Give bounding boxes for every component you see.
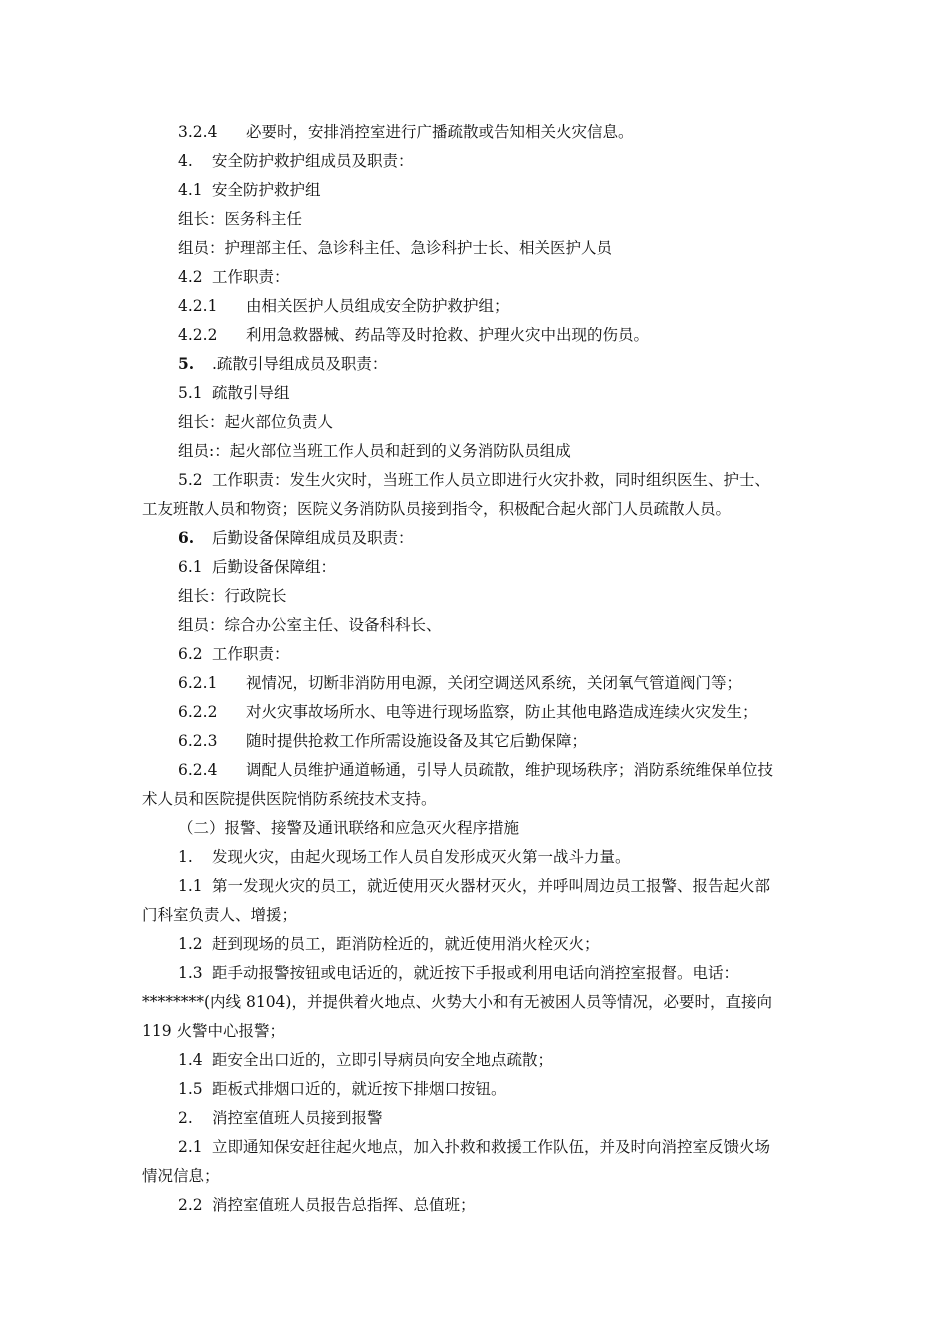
section-number: 5.1 [178,384,203,402]
section-number: 2.1 [178,1138,203,1156]
paragraph-4-2-2 [142,325,848,345]
section-number: 2.2 [178,1196,203,1214]
paragraph-text: 情况信息； [142,1167,220,1185]
heading-text: （二）报警、接警及通讯联络和应急灭火程序措施 [178,819,520,837]
paragraph-text: 对火灾事故场所水、电等进行现场监察，防止其他电路造成连续火灾发生； [246,703,758,721]
section-number: 4. [178,152,193,170]
section-number: 6.2.2 [178,703,218,721]
paragraph-text: 调配人员维护通道畅通，引导人员疏散，维护现场秩序；消防系统维保单位技 [246,761,774,779]
paragraph-text: 利用急救器械、药品等及时抢救、护理火灾中出现的伤员。 [246,326,650,344]
section-number: 5.2 [178,471,203,489]
paragraph-6-2-3 [142,731,848,751]
section-number: 6.2 [178,645,203,663]
heading-4-2 [142,267,848,287]
section-number: 4.2.2 [178,326,218,344]
paragraph-text: 距手动报警按钮或电话近的，就近按下手报或利用电话向消控室报督。电话： [212,964,740,982]
paragraph-1-5 [142,1079,848,1099]
paragraph-text: 消控室值班人员接到报警 [212,1109,383,1127]
section-number: 6. [178,528,195,547]
paragraph-text: 119 火警中心报警； [142,1022,286,1040]
heading-text: 疏散引导组 [212,384,290,402]
paragraph-text: 立即通知保安赶往起火地点，加入扑救和救援工作队伍，并及时向消控室反馈火场 [212,1138,771,1156]
section-heading-2 [142,818,848,838]
paragraph-1-2 [142,934,848,954]
heading-4-1 [142,180,848,200]
paragraph-1-3 [142,963,848,983]
heading-text: .疏散引导组成员及职责： [212,355,388,373]
heading-text: 后勤设备保障组： [212,558,337,576]
paragraph-leader [142,209,848,229]
paragraph-text: 门科室负责人、增援； [142,906,298,924]
section-number: 4.1 [178,181,203,199]
section-number: 1.4 [178,1051,203,1069]
section-number: 5. [178,354,195,373]
paragraph-text: 视情况，切断非消防用电源，关闭空调送风系统，关闭氧气管道阀门等； [246,674,743,692]
paragraph-6-2-2 [142,702,848,722]
paragraph-text: 工友班散人员和物资；医院义务消防队员接到指令，积极配合起火部门人员疏散人员。 [142,500,732,518]
paragraph-6-2-4 [142,760,848,780]
section-number: 6.2.3 [178,732,218,750]
paragraph-text: 距安全出口近的，立即引导病员向安全地点疏散； [212,1051,554,1069]
section-number: 2. [178,1109,193,1127]
heading-text: 工作职责： [212,645,290,663]
paragraph-text: 组长：行政院长 [178,587,287,605]
paragraph-text: 组长：起火部位负责人 [178,413,334,431]
heading-5 [142,354,848,374]
section-number: 4.2.1 [178,297,218,315]
paragraph-text: 第一发现火灾的员工，就近使用灭火器材灭火，并呼叫周边员工报警、报告起火部 [212,877,771,895]
paragraph-text: 组长：医务科主任 [178,210,303,228]
section-number: 1.3 [178,964,203,982]
paragraph-text: 赶到现场的员工，距消防栓近的，就近使用消火栓灭火； [212,935,600,953]
heading-text: 安全防护救护组 [212,181,321,199]
paragraph-text: 术人员和医院提供医院悄防系统技术支持。 [142,790,437,808]
paragraph-continuation [142,1021,812,1041]
paragraph-text: 距板式排烟口近的，就近按下排烟口按钮。 [212,1080,507,1098]
heading-6 [142,528,848,548]
paragraph-text: 必要时，安排消控室进行广播疏散或告知相关火灾信息。 [246,123,634,141]
section-number: 4.2 [178,268,203,286]
section-number: 3.2.4 [178,123,218,141]
paragraph-leader [142,412,848,432]
paragraph-members [142,238,848,258]
paragraph-6-2-1 [142,673,848,693]
paragraph-continuation [142,789,812,809]
paragraph-text: 组员：护理部主任、急诊科主任、急诊科护士长、相关医护人员 [178,239,613,257]
section-number: 6.2.1 [178,674,218,692]
heading-text: 工作职责： [212,268,290,286]
paragraph-4-2-1 [142,296,848,316]
paragraph-2 [142,1108,848,1128]
paragraph-members [142,441,848,461]
paragraph-1 [142,847,848,867]
section-number: 6.1 [178,558,203,576]
paragraph-text: ********(内线 8104)，并提供着火地点、火势大小和有无被困人员等情况，必要时，直接向 [142,993,772,1011]
section-number: 1.2 [178,935,203,953]
paragraph-2-1 [142,1137,848,1157]
paragraph-text: 随时提供抢救工作所需设施设备及其它后勤保障； [246,732,588,750]
paragraph-2-2 [142,1195,848,1215]
paragraph-members [142,615,848,635]
section-number: 1.5 [178,1080,203,1098]
paragraph-leader [142,586,848,606]
paragraph-3-2-4 [142,122,848,142]
paragraph-text: 工作职责：发生火灾时，当班工作人员立即进行火灾扑救，同时组织医生、护士、 [212,471,771,489]
paragraph-1-1 [142,876,848,896]
heading-4 [142,151,848,171]
heading-text: 后勤设备保障组成员及职责： [212,529,414,547]
paragraph-text: 组员:：起火部位当班工作人员和赶到的义务消防队员组成 [178,442,571,460]
paragraph-5-2 [142,470,848,490]
paragraph-1-4 [142,1050,848,1070]
heading-6-2 [142,644,848,664]
section-number: 1. [178,848,193,866]
section-number: 1.1 [178,877,203,895]
heading-5-1 [142,383,848,403]
paragraph-continuation [142,499,812,519]
heading-text: 安全防护救护组成员及职责： [212,152,414,170]
paragraph-continuation [142,1166,812,1186]
paragraph-continuation [142,905,812,925]
paragraph-text: 消控室值班人员报告总指挥、总值班； [212,1196,476,1214]
section-number: 6.2.4 [178,761,218,779]
paragraph-continuation [142,992,812,1012]
paragraph-text: 发现火灾，由起火现场工作人员自发形成灭火第一战斗力量。 [212,848,631,866]
heading-6-1 [142,557,848,577]
paragraph-text: 由相关医护人员组成安全防护救护组； [246,297,510,315]
paragraph-text: 组员：综合办公室主任、设备科科长、 [178,616,442,634]
